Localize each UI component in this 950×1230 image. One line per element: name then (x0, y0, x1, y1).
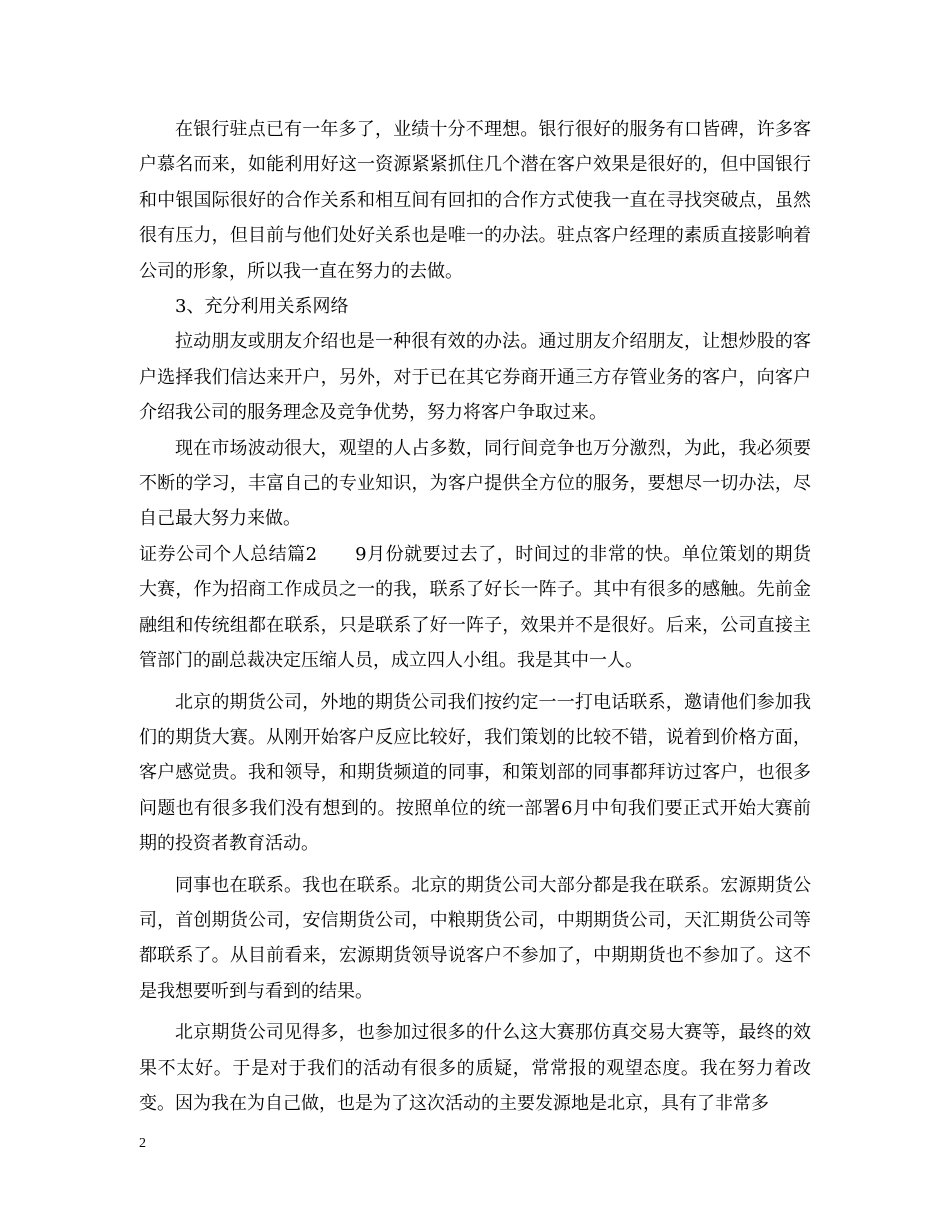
section-intro-paragraph (139, 537, 811, 679)
paragraph-beijing-futures: 北京期货公司见得多，也参加过很多的什么这大赛那仿真交易大赛等，最终的效果不太好。于是对于我们的活动有很多的质疑，常常报的观望态度。我在努力着改变。因为我在为自己做，也是为了这次活动的主要发源地是北京，具有了非常多 (139, 1022, 811, 1114)
paragraph-market-volatility: 现在市场波动很大，观望的人占多数，同行间竞争也万分激烈，为此，我必须要不断的学习，丰富自己的专业知识，为客户提供全方位的服务，要想尽一切办法，尽自己最大努力来做。 (139, 437, 811, 530)
page-number: 2 (139, 1136, 146, 1151)
paragraph-bank-outpost: 在银行驻点已有一年多了，业绩十分不理想。银行很好的服务有口皆碑，许多客户慕名而来，如能利用好这一资源紧紧抓住几个潜在客户效果是很好的，但中国银行和中银国际很好的合作关系和相互间有回扣的合作方式使我一直在寻找突破点，虽然很有压力，但目前与他们处好关系也是唯一的办法。驻点客户经理的素质直接影响着公司的形象，所以我一直在努力的去做。 (139, 119, 811, 282)
section-title: 证券公司个人总结篇2 (139, 543, 318, 565)
paragraph-friend-referral: 拉动朋友或朋友介绍也是一种很有效的办法。通过朋友介绍朋友，让想炒股的客户选择我们信达来开户，另外，对于已在其它券商开通三方存管业务的客户，向客户介绍我公司的服务理念及竞争优势，努力将客户争取过来。 (139, 331, 811, 424)
paragraph-futures-companies: 北京的期货公司，外地的期货公司我们按约定一一打电话联系，邀请他们参加我们的期货大赛。从刚开始客户反应比较好，我们策划的比较不错，说着到价格方面，客户感觉贵。我和领导，和期货频道的同事，和策划部的同事都拜访过客户，也很多问题也有很多我们没有想到的。按照单位的统一部署6月中旬我们要正式开始大赛前期的投资者教育活动。 (139, 691, 811, 855)
section-first-paragraph: 9月份就要过去了，时间过的非常的快。单位策划的期货大赛，作为招商工作成员之一的我，联系了好长一阵子。其中有很多的感触。先前金融组和传统组都在联系，只是联系了好一阵子，效果并不是很好。后来，公司直接主管部门的副总裁决定压缩人员，成立四人小组。我是其中一人。 (139, 543, 812, 672)
document-body (139, 112, 811, 1121)
heading-relationship-network: 3、充分利用关系网络 (175, 296, 349, 318)
paragraph-colleagues-contact: 同事也在联系。我也在联系。北京的期货公司大部分都是我在联系。宏源期货公司，首创期货公司，安信期货公司，中粮期货公司，中期期货公司，天汇期货公司等都联系了。从目前看来，宏源期货领导说客户不参加了，中期期货也不参加了。这不是我想要听到与看到的结果。 (139, 874, 811, 1002)
